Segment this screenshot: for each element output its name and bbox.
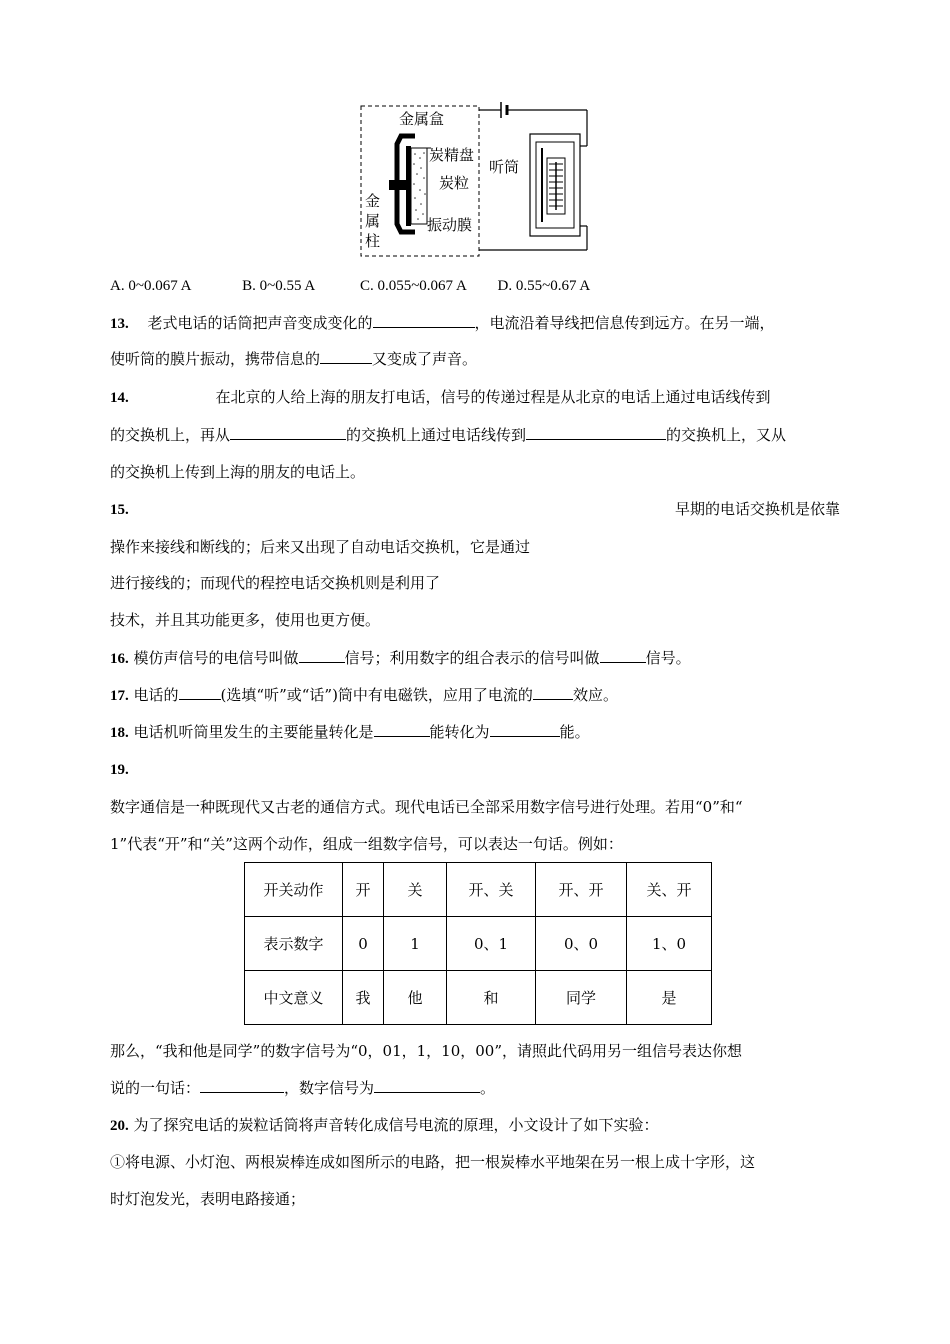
q20-number: 20. xyxy=(110,1118,129,1134)
label-metal-post-1: 金 xyxy=(365,192,381,210)
q19-text-b: ，数字信号为 xyxy=(284,1079,375,1097)
table-cell: 关、开 xyxy=(627,863,712,917)
q19-after-1: 那么，“我和他是同学”的数字信号为“0，01，1，10，00”，请照此代码用另一组信号表达你想 xyxy=(110,1042,743,1060)
table-cell: 他 xyxy=(384,971,447,1025)
table-cell: 1 xyxy=(384,917,447,971)
q16-text-a: 模仿声信号的电信号叫做 xyxy=(133,649,299,667)
table-cell: 0 xyxy=(343,917,384,971)
table-row xyxy=(245,863,712,917)
label-diaphragm: 振动膜 xyxy=(427,216,473,234)
q17-text-c: 效应。 xyxy=(572,686,618,704)
q19-line-1: 数字通信是一种既现代又古老的通信方式。现代电话已全部采用数字信号进行处理。若用“0”和“ xyxy=(110,798,743,816)
q14-text-d: 的交换机上，又从 xyxy=(666,426,787,444)
q14-blank-1[interactable] xyxy=(230,425,346,440)
label-receiver: 听筒 xyxy=(489,158,520,176)
label-carbon-grains: 炭粒 xyxy=(439,174,470,192)
q19-number: 19. xyxy=(110,762,129,778)
q12-option-b: B. 0~0.55 A xyxy=(242,278,315,294)
q13-text-c: 使听筒的膜片振动，携带信息的 xyxy=(110,350,321,368)
table-cell: 中文意义 xyxy=(245,971,343,1025)
q17-text-a: 电话的 xyxy=(133,686,179,704)
table-cell: 关 xyxy=(384,863,447,917)
q16-text-b: 信号；利用数字的组合表示的信号叫做 xyxy=(344,649,600,667)
q12-option-c: C. 0.055~0.067 A xyxy=(359,278,466,294)
table-cell: 1、0 xyxy=(627,917,712,971)
q15-line-1 xyxy=(110,499,129,520)
label-carbon-disc: 炭精盘 xyxy=(429,146,475,164)
q19-blank-2[interactable] xyxy=(374,1078,480,1093)
q14-line-2 xyxy=(110,425,786,445)
table-row xyxy=(245,917,712,971)
q16-text-c: 信号。 xyxy=(645,649,691,667)
table-cell: 0、1 xyxy=(447,917,536,971)
q13-text-b: ，电流沿着导线把信息传到远方。在另一端， xyxy=(474,314,775,332)
q13-line-1 xyxy=(110,313,775,334)
q18-text-b: 能转化为 xyxy=(429,723,490,741)
table-cell: 和 xyxy=(447,971,536,1025)
label-metal-post-2: 属 xyxy=(365,212,381,230)
q20-line-3: 时灯泡发光，表明电路接通； xyxy=(110,1190,306,1208)
code-table xyxy=(244,862,712,1025)
q13-number: 13. xyxy=(110,316,129,332)
q16-blank-2[interactable] xyxy=(600,648,646,663)
battery-icon xyxy=(501,102,507,118)
table-cell: 开、关 xyxy=(447,863,536,917)
q16-line xyxy=(110,648,691,669)
q20-line-2: ①将电源、小灯泡、两根炭棒连成如图所示的电路，把一根炭棒水平地架在另一根上成十字形，这 xyxy=(110,1153,756,1171)
q19-after-2 xyxy=(110,1078,495,1098)
q14-blank-2[interactable] xyxy=(526,425,666,440)
q17-line xyxy=(110,685,618,706)
table-cell: 同学 xyxy=(536,971,627,1025)
label-metal-post-3: 柱 xyxy=(365,232,381,250)
q17-blank-1[interactable] xyxy=(179,685,221,700)
carbon-microphone-icon xyxy=(389,136,431,232)
q20-line-1 xyxy=(110,1115,659,1136)
q15-line-3: 进行接线的；而现代的程控电话交换机则是利用了 xyxy=(110,574,441,592)
table-cell: 0、0 xyxy=(536,917,627,971)
receiver-icon xyxy=(530,134,587,236)
q19-line-0 xyxy=(110,759,129,780)
q16-blank-1[interactable] xyxy=(299,648,345,663)
q13-text-d: 又变成了声音。 xyxy=(372,350,478,368)
q13-line-2 xyxy=(110,349,477,369)
q19-blank-1[interactable] xyxy=(200,1078,284,1093)
telephone-circuit-figure xyxy=(355,98,600,258)
q18-text-c: 能。 xyxy=(559,723,590,741)
q17-text-b: (选填“听”或“话”)筒中有电磁铁，应用了电流的 xyxy=(220,686,533,704)
q14-text-e: 的交换机上传到上海的朋友的电话上。 xyxy=(110,463,366,481)
q14-text-b: 的交换机上，再从 xyxy=(110,426,231,444)
q12-options xyxy=(110,276,590,296)
table-cell: 表示数字 xyxy=(245,917,343,971)
q18-number: 18. xyxy=(110,725,129,741)
q13-text-a: 老式电话的话筒把声音变成变化的 xyxy=(147,314,373,332)
q15-line-4: 技术，并且其功能更多，使用也更方便。 xyxy=(110,611,381,629)
q18-blank-2[interactable] xyxy=(490,722,560,737)
q20-text-a: 为了探究电话的炭粒话筒将声音转化成信号电流的原理，小文设计了如下实验： xyxy=(133,1116,659,1134)
table-cell: 是 xyxy=(627,971,712,1025)
q14-line-3 xyxy=(110,462,365,482)
q12-option-a: A. 0~0.067 A xyxy=(110,278,191,294)
q15-number: 15. xyxy=(110,502,129,518)
q19-text-a: 说的一句话： xyxy=(110,1079,201,1097)
q17-number: 17. xyxy=(110,688,129,704)
q16-number: 16. xyxy=(110,651,129,667)
table-cell: 开、开 xyxy=(536,863,627,917)
q15-line-2: 操作来接线和断线的；后来又出现了自动电话交换机，它是通过 xyxy=(110,538,531,556)
q13-blank-2[interactable] xyxy=(320,349,372,364)
q18-blank-1[interactable] xyxy=(374,722,430,737)
q18-text-a: 电话机听筒里发生的主要能量转化是 xyxy=(133,723,374,741)
q19-line-2: 1”代表“开”和“关”这两个动作，组成一组数字信号，可以表达一句话。例如： xyxy=(110,835,623,853)
q14-text-c: 的交换机上通过电话线传到 xyxy=(346,426,527,444)
q15-text-a: 早期的电话交换机是依靠 xyxy=(674,500,840,518)
q14-text-a: 在北京的人给上海的朋友打电话，信号的传递过程是从北京的电话上通过电话线传到 xyxy=(215,388,771,406)
q14-number: 14. xyxy=(110,390,129,406)
q12-option-d: D. 0.55~0.67 A xyxy=(497,278,591,294)
q14-line-1 xyxy=(110,387,771,408)
q18-line xyxy=(110,722,590,743)
label-metal-box: 金属盒 xyxy=(399,110,445,128)
q13-blank-1[interactable] xyxy=(373,313,475,328)
table-cell: 开关动作 xyxy=(245,863,343,917)
q17-blank-2[interactable] xyxy=(533,685,573,700)
table-row xyxy=(245,971,712,1025)
table-cell: 我 xyxy=(343,971,384,1025)
q19-text-c: 。 xyxy=(480,1079,496,1097)
table-cell: 开 xyxy=(343,863,384,917)
